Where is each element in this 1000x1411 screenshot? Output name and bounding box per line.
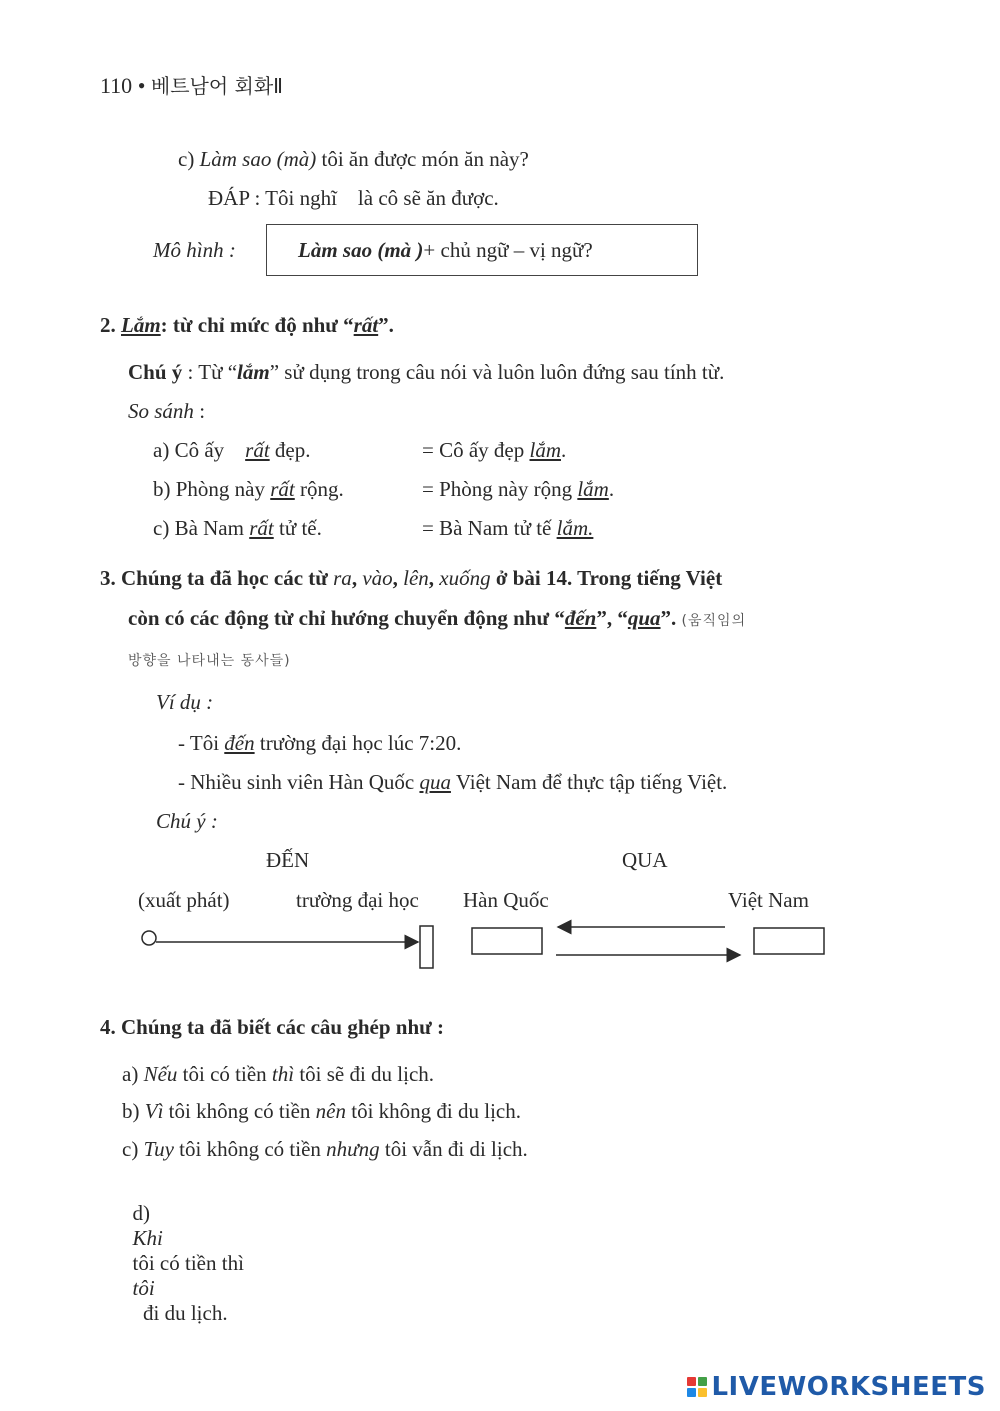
diagram-vietnam-label: Việt Nam xyxy=(728,888,809,912)
section3-line1: 3. Chúng ta đã học các từ ra, vào, lên, xuống ở bài 14. Trong tiếng Việt xyxy=(100,566,723,590)
liveworksheets-logo-icon xyxy=(687,1377,707,1397)
example-2: - Nhiều sinh viên Hàn Quốc qua Việt Nam để thực tập tiếng Việt. xyxy=(178,770,728,794)
item-c-question: c) Làm sao (mà) tôi ăn được món ăn này? xyxy=(178,147,529,171)
model-formula: Làm sao (mà )+ chủ ngữ – vị ngữ? xyxy=(298,238,593,262)
book-title: 베트남어 회화Ⅱ xyxy=(150,74,284,98)
section4-item-d: d) Khi tôi có tiền thì tôi đi du lịch. xyxy=(132,1201,244,1325)
section4-heading: 4. Chúng ta đã biết các câu ghép như : xyxy=(100,1015,444,1039)
page-number: 110 xyxy=(100,73,133,98)
header-bullet: • xyxy=(137,73,146,98)
logo-text: LIVEWORKSHEETS xyxy=(711,1372,986,1402)
korea-box xyxy=(472,928,542,954)
section4-item-a: a) Nếu tôi có tiền thì tôi sẽ đi du lịch. xyxy=(122,1062,435,1086)
compare-row-a-left: a) Cô ấy rất đẹp. xyxy=(153,438,311,462)
diagram-school-label: trường đại học xyxy=(296,888,419,912)
liveworksheets-logo[interactable] xyxy=(687,1372,986,1402)
note-label: Chú ý : xyxy=(156,809,218,833)
example-1: - Tôi đến trường đại học lúc 7:20. xyxy=(178,731,462,755)
compare-row-b-left: b) Phòng này rất rộng. xyxy=(153,477,344,501)
section3-korean-note: 방향을 나타내는 동사들) xyxy=(128,653,291,669)
example-label: Ví dụ : xyxy=(156,690,214,714)
compare-row-c-right: = Bà Nam tử tế lắm. xyxy=(422,516,594,540)
compare-row-c-left: c) Bà Nam rất tử tế. xyxy=(153,516,322,540)
section4-item-b: b) Vì tôi không có tiền nên tôi không đi du lịch. xyxy=(122,1099,521,1123)
start-point-icon xyxy=(142,931,156,945)
model-label: Mô hình : xyxy=(153,238,236,262)
diagram-den-title: ĐẾN xyxy=(266,848,310,872)
section4-item-c: c) Tuy tôi không có tiền nhưng tôi vẫn đi di lịch. xyxy=(122,1137,528,1161)
compare-label: So sánh : xyxy=(128,399,206,423)
item-c-answer: ĐÁP : Tôi nghĩ là cô sẽ ăn được. xyxy=(208,186,499,210)
compare-row-a-right: = Cô ấy đẹp lắm. xyxy=(422,438,567,462)
section2-heading: 2. Lắm: từ chỉ mức độ như “rất”. xyxy=(100,313,394,337)
school-box xyxy=(420,926,433,968)
compare-row-b-right: = Phòng này rộng lắm. xyxy=(422,477,615,501)
diagram-qua-title: QUA xyxy=(622,848,668,872)
section2-note: Chú ý : Từ “lắm” sử dụng trong câu nói và luôn luôn đứng sau tính từ. xyxy=(128,360,725,384)
section3-line2: còn có các động từ chỉ hướng chuyển động như “đến”, “qua”. (움직임의 xyxy=(128,606,747,630)
vietnam-box xyxy=(754,928,824,954)
diagram-start-label: (xuất phát) xyxy=(138,888,230,912)
diagram-korea-label: Hàn Quốc xyxy=(463,888,549,912)
